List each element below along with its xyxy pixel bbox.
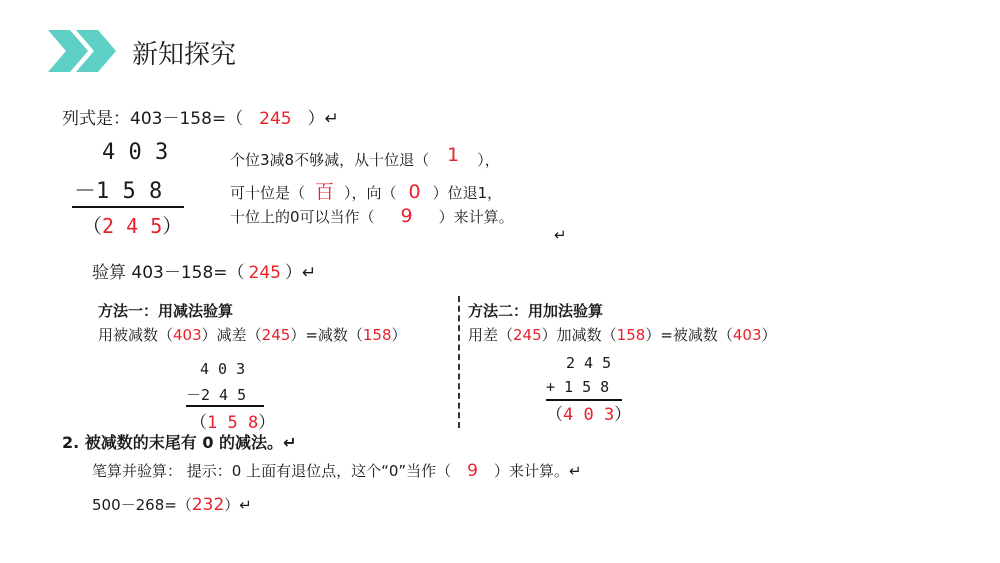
page-title: 新知探究 [132,40,237,70]
explain-line-1: 个位3减8不够减，从十位退（ 1 ）， [230,144,500,169]
method1-top: 4 0 3 [200,360,246,378]
dashed-divider [458,296,460,428]
top-number: 4 0 3 [102,140,169,165]
check-line: 验算 403－158=（ 245 ）↵ [92,263,317,283]
section2-equation: 500－268=（232）↵ [92,495,252,515]
method1-result: （1 5 8） [190,413,276,433]
double-chevron-icon [48,30,118,72]
method1-line [186,405,264,407]
bottom-number: －1 5 8 [74,179,163,204]
explain-line-2: 可十位是（ 百 ），向（ 0 ）位退1， [230,181,503,203]
method2-top: 2 4 5 [566,354,612,372]
method1-formula: 用被减数（403）减差（245）=减数（158） [98,326,407,344]
equation-prefix: 列式是：403－158=（ [62,109,244,129]
equation-line [62,104,339,129]
method2-mid: + 1 5 8 [546,378,610,396]
method2-result: （4 0 3） [546,405,632,425]
method1-title: 方法一：用减法验算 [98,302,234,320]
method2-formula: 用差（245）加减数（158）=被减数（403） [468,326,777,344]
method2-title: 方法二：用加法验算 [468,302,604,320]
return-mark: ↵ [554,226,567,244]
equation-suffix: ）↵ [307,109,339,129]
vertical-subtraction [74,138,190,238]
sum-line [72,206,184,208]
explain-line-3: 十位上的0可以当作（ 9 ）来计算。 [230,205,514,227]
section2-tip: 笔算并验算： 提示：0 上面有退位点，这个“0”当作（ 9 ）来计算。↵ [92,461,582,481]
method1-mid: －2 4 5 [186,386,247,404]
result-number: （2 4 5） [82,214,183,238]
equation-answer: 245 [259,109,292,129]
section2-title: 2. 被减数的末尾有 0 的减法。↵ [62,433,297,452]
